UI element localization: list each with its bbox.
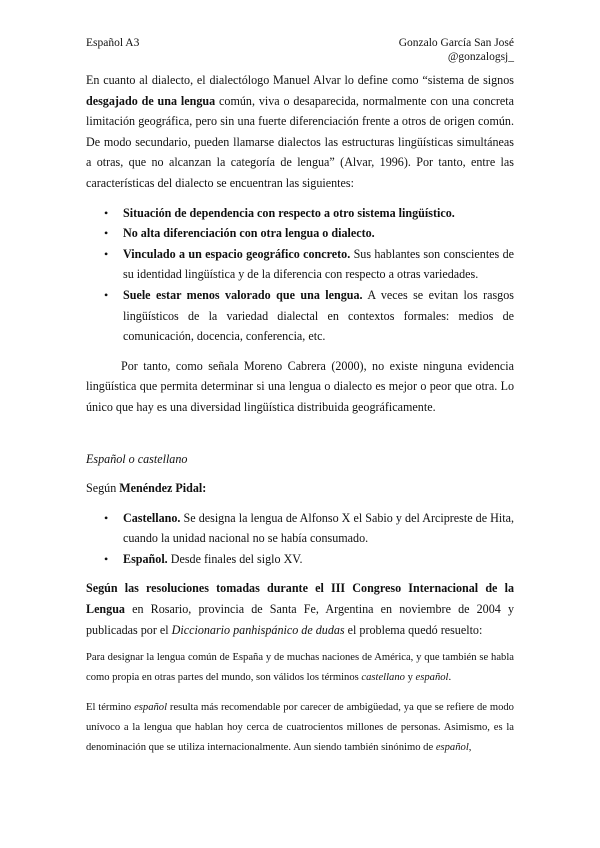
quote-paragraph-1: Para designar la lengua común de España y de muchas naciones de América, y que también se habla como propia en otras partes del mundo, son válidos los términos castellano y español. [86,652,514,684]
list-item: • Español. Desde finales del siglo XV. [86,549,514,570]
header-course: Español A3 [86,37,140,49]
list-item: • Situación de dependencia con respecto a otro sistema lingüístico. [86,203,514,224]
moreno-paragraph: Por tanto, como señala Moreno Cabrera (2000), no existe ninguna evidencia lingüística que permita determinar si una lengua o dialecto es mejor o peor que otra. Lo único que hay es una diversidad lingüística distribuida geográficamente. [86,358,514,414]
pidal-intro: Según Menéndez Pidal: [86,481,207,496]
header-author-name: Gonzalo García San José [398,37,514,49]
list-item: • Castellano. Se designa la lengua de Alfonso X el Sabio y del Arcipreste de Hita, cuando la unidad nacional no se había consumado. [86,508,514,549]
list-item: • Suele estar menos valorado que una lengua. A veces se evitan los rasgos lingüísticos de la variedad dialectal en contextos formales: medios de comunicación, docencia, conferencia, etc. [86,285,514,347]
congress-paragraph: Según las resoluciones tomadas durante el III Congreso Internacional de la Lengua en Rosario, provincia de Santa Fe, Argentina en noviembre de 2004 y publicadas por el Diccionario panhispánico de dudas el problema quedó resuelto: [86,581,514,637]
list-item: • Vinculado a un espacio geográfico concreto. Sus hablantes son conscientes de su identidad lingüística y de la diferencia con respecto a otras variedades. [86,244,514,285]
list-item: • No alta diferenciación con otra lengua o dialecto. [86,223,514,244]
quote-paragraph-2: El término español resulta más recomendable por carecer de ambigüedad, ya que se refiere de modo unívoco a la lengua que hablan hoy cerca de cuatrocientos millones de personas. Asimismo, es la denominación que se utiliza internacionalmente. Aun siendo también sinónimo de español, [86,702,514,754]
header-author [399,36,514,64]
dialect-features-list [86,203,514,347]
section-title: Español o castellano [86,451,188,466]
header-author-handle: @gonzalogsj_ [447,51,514,63]
document-body [86,70,514,758]
pidal-list [86,508,514,570]
intro-paragraph: En cuanto al dialecto, el dialectólogo Manuel Alvar lo define como “sistema de signos desgajado de una lengua común, viva o desaparecida, normalmente con una concreta limitación geográfica, pero sin una fuerte diferenciación frente a otros de origen común. De modo secundario, pueden llamarse dialectos las estructuras lingüísticas simultáneas a otras, que no alcanzan la categoría de lengua” (Alvar, 1996). Por tanto, entre las características del dialecto se encuentran las siguientes: [86,73,514,190]
